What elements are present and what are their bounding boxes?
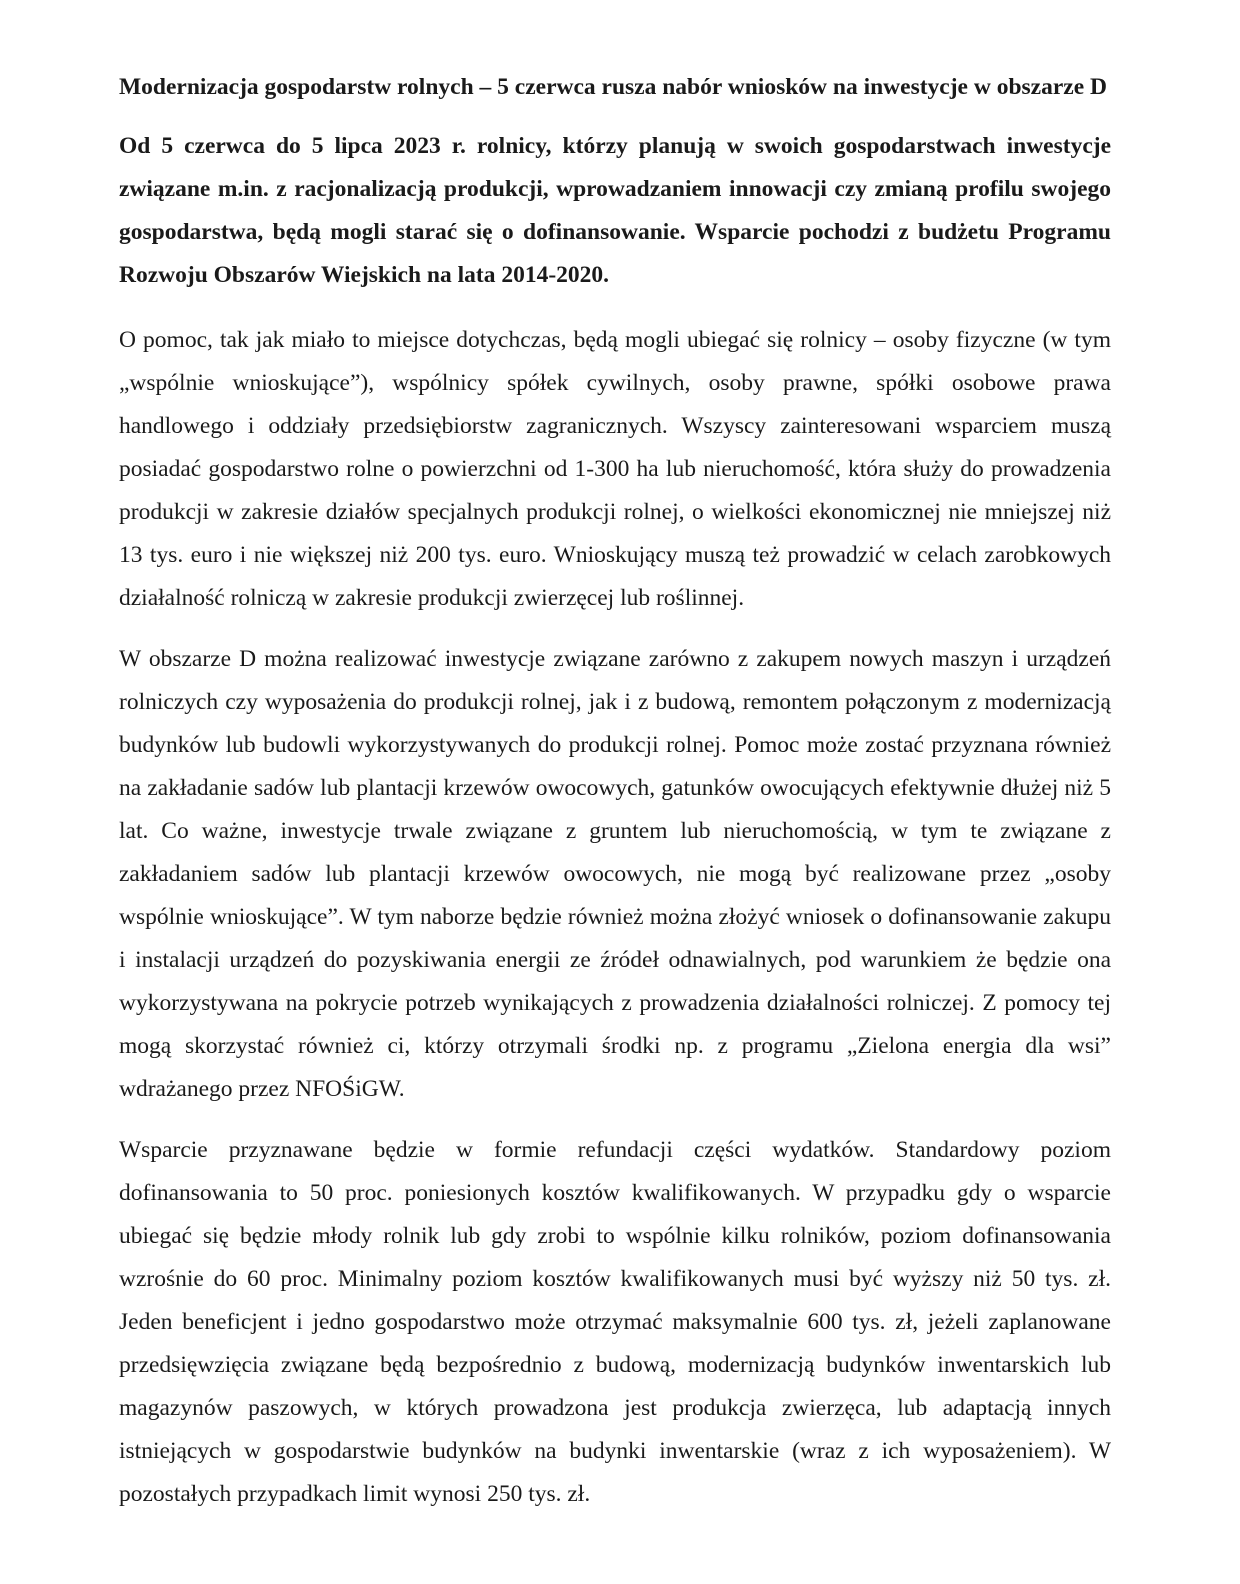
body-paragraph-funding: Wsparcie przyznawane będzie w formie refundacji części wydatków. Standardowy poziom dofinansowania to 50 proc. poniesionych kosztów kwalifikowanych. W przypadku gdy o wsparcie ubiegać się będzie młody rolnik lub gdy zrobi to wspólnie kilku rolników, poziom dofinansowania wzrośnie do 60 proc. Minimalny poziom kosztów kwalifikowanych musi być wyższy niż 50 tys. zł. Jeden beneficjent i jedno gospodarstwo może otrzymać maksymalnie 600 tys. zł, jeżeli zaplanowane przedsięwzięcia związane będą bezpośrednio z budową, modernizacją budynków inwentarskich lub magazynów paszowych, w których prowadzona jest produkcja zwierzęca, lub adaptacją innych istniejących w gospodarstwie budynków na budynki inwentarskie (wraz z ich wyposażeniem). W pozostałych przypadkach limit wynosi 250 tys. zł. xyxy=(119,1137,1111,1507)
body-paragraph-investments: W obszarze D można realizować inwestycje związane zarówno z zakupem nowych maszyn i urządzeń rolniczych czy wyposażenia do produkcji rolnej, jak i z budową, remontem połączonym z modernizacją budynków lub budowli wykorzystywanych do produkcji rolnej. Pomoc może zostać przyznana również na zakładanie sadów lub plantacji krzewów owocowych, gatunków owocujących efektywnie dłużej niż 5 lat. Co ważne, inwestycje trwale związane z gruntem lub nieruchomością, w tym te związane z zakładaniem sadów lub plantacji krzewów owocowych, nie mogą być realizowane przez „osoby wspólnie wnioskujące”. W tym naborze będzie również można złożyć wniosek o dofinansowanie zakupu i instalacji urządzeń do pozyskiwania energii ze źródeł odnawialnych, pod warunkiem że będzie ona wykorzystywana na pokrycie potrzeb wynikających z prowadzenia działalności rolniczej. Z pomocy tej mogą skorzystać również ci, którzy otrzymali środki np. z programu „Zielona energia dla wsi” wdrażanego przez NFOŚiGW. xyxy=(119,646,1111,1102)
document-page xyxy=(119,66,1111,1534)
document-title: Modernizacja gospodarstw rolnych – 5 czerwca rusza nabór wniosków na inwestycje w obszarze D xyxy=(119,74,1107,100)
body-paragraph-eligibility: O pomoc, tak jak miało to miejsce dotychczas, będą mogli ubiegać się rolnicy – osoby fizyczne (w tym „wspólnie wnioskujące”), wspólnicy spółek cywilnych, osoby prawne, spółki osobowe prawa handlowego i oddziały przedsiębiorstw zagranicznych. Wszyscy zainteresowani wsparciem muszą posiadać gospodarstwo rolne o powierzchni od 1-300 ha lub nieruchomość, która służy do prowadzenia produkcji w zakresie działów specjalnych produkcji rolnej, o wielkości ekonomicznej nie mniejszej niż 13 tys. euro i nie większej niż 200 tys. euro. Wnioskujący muszą też prowadzić w celach zarobkowych działalność rolniczą w zakresie produkcji zwierzęcej lub roślinnej. xyxy=(119,327,1111,611)
lead-paragraph: Od 5 czerwca do 5 lipca 2023 r. rolnicy, którzy planują w swoich gospodarstwach inwestycje związane m.in. z racjonalizacją produkcji, wprowadzaniem innowacji czy zmianą profilu swojego gospodarstwa, będą mogli starać się o dofinansowanie. Wsparcie pochodzi z budżetu Programu Rozwoju Obszarów Wiejskich na lata 2014-2020. xyxy=(119,133,1111,288)
